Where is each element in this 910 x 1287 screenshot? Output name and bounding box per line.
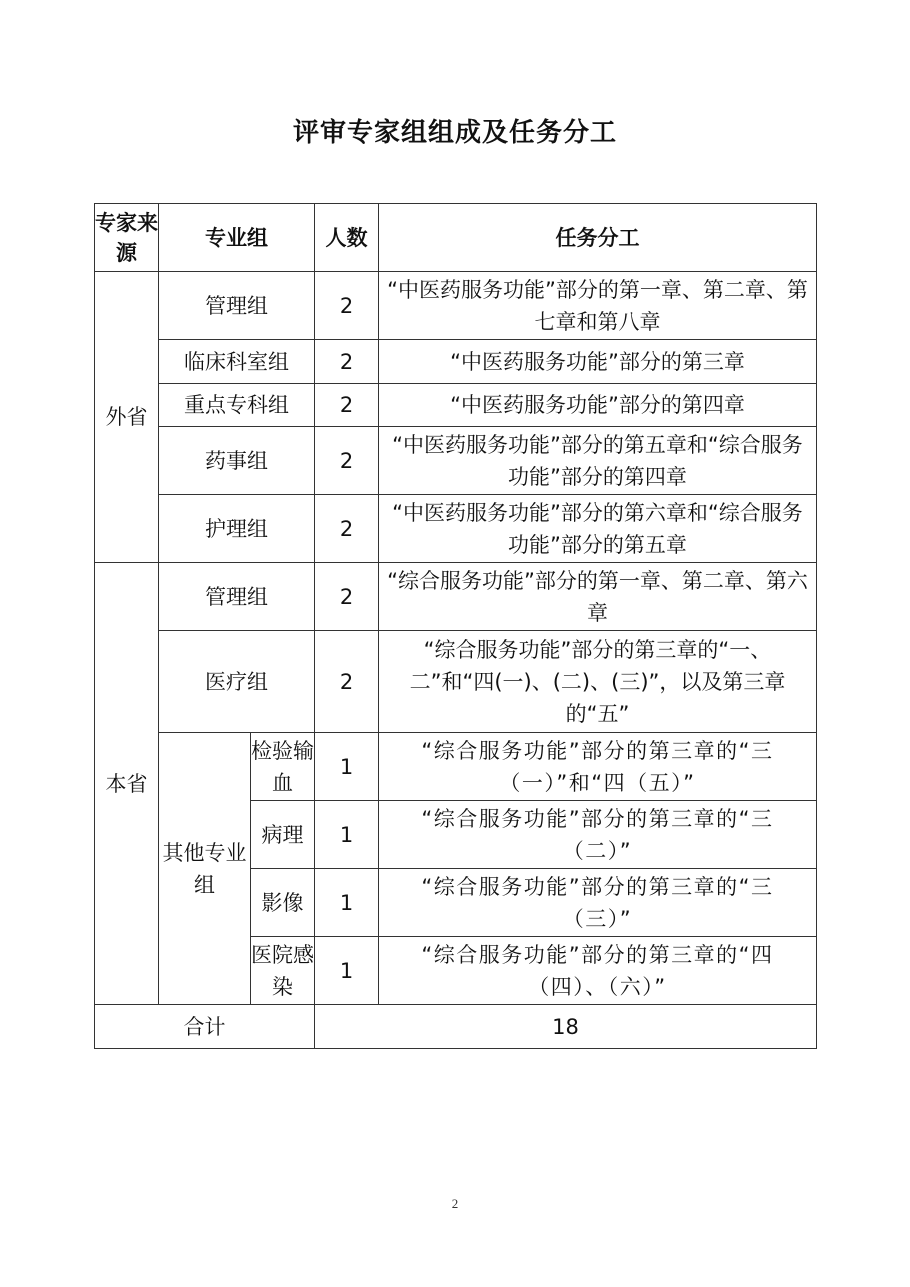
page-number: 2 xyxy=(451,1196,459,1211)
group-cell: 管理组 xyxy=(159,563,315,631)
task-cell: “综合服务功能”部分的第三章的“三（一）”和“四（五）” xyxy=(379,733,817,801)
table-row xyxy=(95,340,817,384)
group-cell: 护理组 xyxy=(159,495,315,563)
task-cell: “中医药服务功能”部分的第六章和“综合服务功能”部分的第五章 xyxy=(379,495,817,563)
source-outside: 外省 xyxy=(95,272,159,563)
count-cell: 2 xyxy=(315,272,379,340)
task-cell: “中医药服务功能”部分的第三章 xyxy=(379,340,817,384)
table-row xyxy=(95,631,817,733)
document-title: 评审专家组组成及任务分工 xyxy=(292,118,617,148)
header-count: 人数 xyxy=(315,204,379,272)
count-cell: 1 xyxy=(315,733,379,801)
total-row xyxy=(95,1005,817,1049)
task-cell: “中医药服务功能”部分的第四章 xyxy=(379,384,817,427)
task-cell: “综合服务功能”部分的第三章的“一、二”和“四(一)、(二)、(三)”，以及第三章的“五” xyxy=(379,631,817,733)
table-row xyxy=(95,384,817,427)
task-cell: “综合服务功能”部分的第三章的“三（三）” xyxy=(379,869,817,937)
count-cell: 2 xyxy=(315,340,379,384)
subgroup-cell: 影像 xyxy=(251,869,315,937)
table-row xyxy=(95,733,817,801)
group-other: 其他专业组 xyxy=(159,733,251,1005)
count-cell: 2 xyxy=(315,384,379,427)
header-group: 专业组 xyxy=(159,204,315,272)
count-cell: 2 xyxy=(315,631,379,733)
table-row xyxy=(95,272,817,340)
count-cell: 1 xyxy=(315,937,379,1005)
count-cell: 2 xyxy=(315,495,379,563)
table-row xyxy=(95,427,817,495)
task-cell: “综合服务功能”部分的第三章的“三（二）” xyxy=(379,801,817,869)
group-cell: 重点专科组 xyxy=(159,384,315,427)
header-task: 任务分工 xyxy=(379,204,817,272)
task-cell: “综合服务功能”部分的第三章的“四（四）、（六）” xyxy=(379,937,817,1005)
group-cell: 药事组 xyxy=(159,427,315,495)
task-cell: “综合服务功能”部分的第一章、第二章、第六章 xyxy=(379,563,817,631)
total-label: 合计 xyxy=(95,1005,315,1049)
count-cell: 2 xyxy=(315,563,379,631)
source-local: 本省 xyxy=(95,563,159,1005)
table-row xyxy=(95,495,817,563)
subgroup-cell: 医院感染 xyxy=(251,937,315,1005)
group-cell: 医疗组 xyxy=(159,631,315,733)
count-cell: 1 xyxy=(315,801,379,869)
task-cell: “中医药服务功能”部分的第一章、第二章、第七章和第八章 xyxy=(379,272,817,340)
count-cell: 1 xyxy=(315,869,379,937)
header-source: 专家来源 xyxy=(95,204,159,272)
group-cell: 临床科室组 xyxy=(159,340,315,384)
group-cell: 管理组 xyxy=(159,272,315,340)
table-row xyxy=(95,563,817,631)
subgroup-cell: 病理 xyxy=(251,801,315,869)
total-value: 18 xyxy=(315,1005,817,1049)
table-header-row xyxy=(95,204,817,272)
task-cell: “中医药服务功能”部分的第五章和“综合服务功能”部分的第四章 xyxy=(379,427,817,495)
subgroup-cell: 检验输血 xyxy=(251,733,315,801)
task-assignment-table xyxy=(94,203,817,1049)
count-cell: 2 xyxy=(315,427,379,495)
